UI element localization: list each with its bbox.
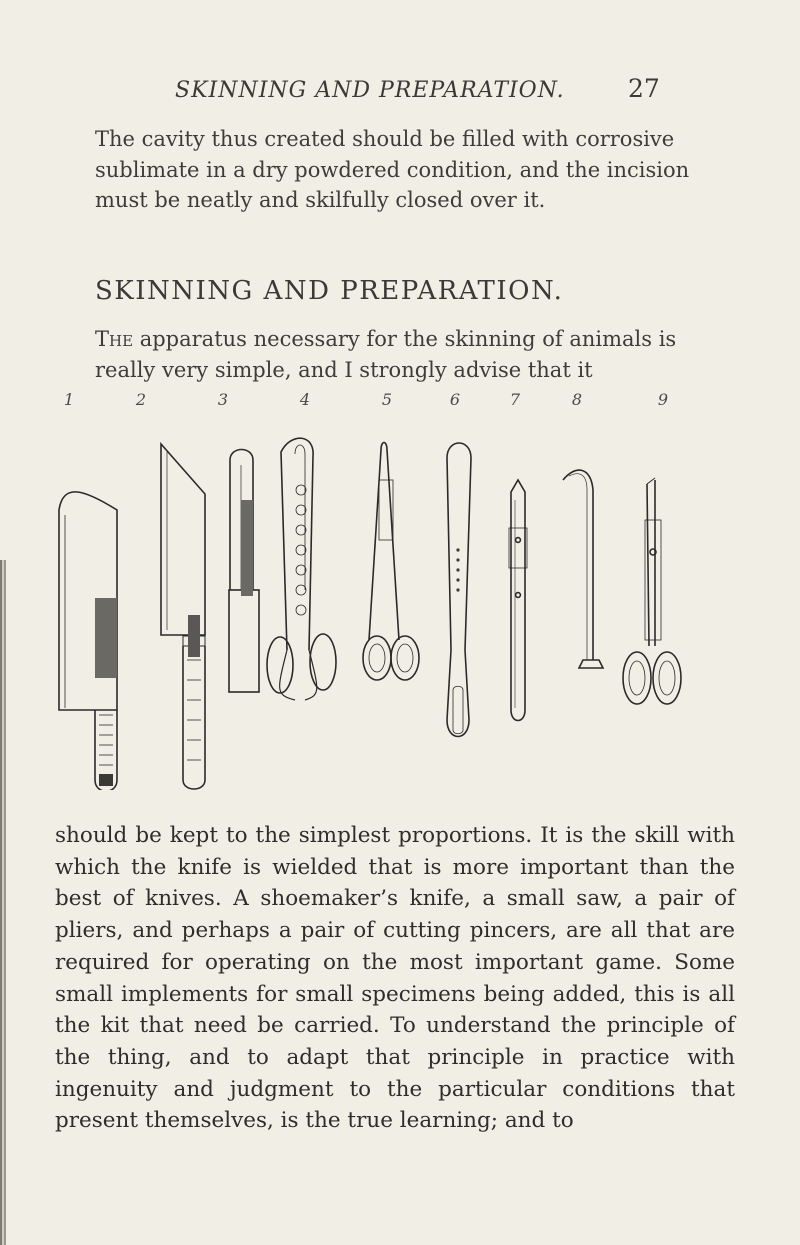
running-head: SKINNING AND PREPARATION.	[175, 78, 565, 103]
figure-number-3: 3	[217, 390, 229, 409]
intro-paragraph: The cavity thus created should be filled with corrosive sublimate in a dry powdered condition, and the incision must be neatly and skilfully closed over it.	[95, 127, 690, 212]
tool-8-hook-icon	[563, 470, 603, 668]
tool-4-scissors-icon	[267, 438, 336, 700]
tools-illustration	[55, 390, 735, 790]
section-paragraph-continued: should be kept to the simplest proportions. It is the skill with which the knife is wielded that is more important than the best of knives. A shoemaker’s knife, a small saw, a pair of pliers, and perhaps a pair of cutting pincers, are all that are required for operating on the most important game. Some small implements for small specimens being added, this is all the kit that need be carried. To understand the principle of the thing, and to adapt that principle in practice with ingenuity and judgment to the particular conditions that present themselves, is the true learning; and to	[55, 823, 735, 1134]
lead-word: The	[95, 327, 134, 351]
tool-3-narrow-scalpel-icon	[229, 450, 259, 693]
figure-number-6: 6	[449, 390, 461, 409]
figure-number-9: 9	[657, 390, 669, 409]
figure-number-1: 1	[63, 390, 75, 409]
tool-7-probe-icon	[509, 480, 527, 721]
page-number: 27	[628, 74, 660, 103]
tool-1-large-knife-icon	[59, 492, 117, 790]
tool-6-spatula-icon	[447, 443, 471, 737]
section-paragraph-start	[95, 324, 725, 386]
section-heading: SKINNING AND PREPARATION.	[95, 276, 564, 306]
tool-2-scalpel-icon	[161, 444, 205, 789]
paragraph-start-text: apparatus necessary for the skinning of animals is really very simple, and I strongly advise that it	[95, 327, 677, 382]
figure-number-8: 8	[571, 390, 583, 409]
figure-number-4: 4	[299, 390, 311, 409]
tools-drawing	[55, 390, 735, 790]
page-edge-shadow	[0, 560, 6, 1245]
figure-number-2: 2	[135, 390, 147, 409]
figure-number-7: 7	[509, 390, 521, 409]
tool-9-small-scissors-icon	[623, 478, 681, 704]
figure-number-5: 5	[381, 390, 393, 409]
tool-5-forceps-icon	[363, 443, 419, 681]
